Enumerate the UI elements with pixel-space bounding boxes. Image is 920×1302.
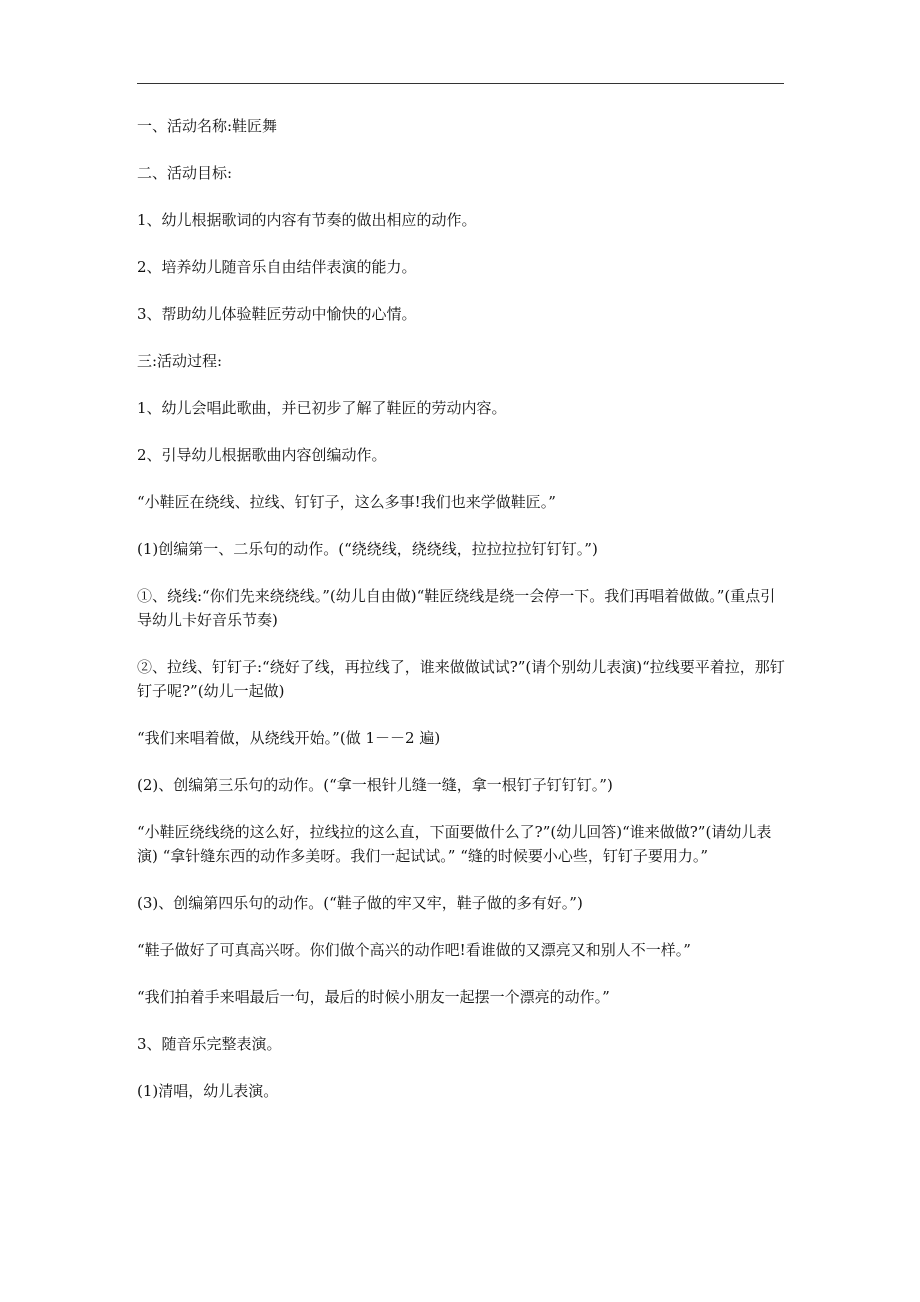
quote-paragraph: “小鞋匠绕线绕的这么好，拉线拉的这么直，下面要做什么了?”(幼儿回答)“谁来做做?”(请幼儿表演) “拿针缝东西的动作多美呀。我们一起试试。” “缝的时候要小心些，钉钉子要用力。” — [137, 823, 772, 865]
quote-paragraph: “小鞋匠在绕线、拉线、钉钉子，这么多事!我们也来学做鞋匠。” — [137, 493, 556, 511]
sub-step-1b: ②、拉线、钉钉子:“绕好了线，再拉线了，谁来做做试试?”(请个别幼儿表演)“拉线要平着拉，那钉钉子呢?”(幼儿一起做) — [137, 658, 785, 700]
section-heading-goals: 二、活动目标: — [137, 164, 233, 182]
activity-name: 一、活动名称:鞋匠舞 — [137, 117, 278, 135]
sub-step-1: (1)创编第一、二乐句的动作。(“绕绕线，绕绕线，拉拉拉拉钉钉钉。”) — [137, 540, 598, 558]
goal-item-1: 1、幼儿根据歌词的内容有节奏的做出相应的动作。 — [137, 211, 477, 229]
sub-step-1a: ①、绕线:“你们先来绕绕线。”(幼儿自由做)“鞋匠绕线是绕一会停一下。我们再唱着做做。”(重点引导幼儿卡好音乐节奏) — [137, 587, 776, 629]
quote-paragraph: “鞋子做好了可真高兴呀。你们做个高兴的动作吧!看谁做的又漂亮又和别人不一样。” — [137, 941, 691, 959]
sub-step-3: (3)、创编第四乐句的动作。(“鞋子做的牢又牢，鞋子做的多有好。”) — [137, 894, 583, 912]
process-step-1: 1、幼儿会唱此歌曲，并已初步了解了鞋匠的劳动内容。 — [137, 399, 507, 417]
document-body — [137, 114, 787, 1126]
header-rule — [137, 83, 784, 84]
process-step-2: 2、引导幼儿根据歌曲内容创编动作。 — [137, 446, 387, 464]
sub-step-2: (2)、创编第三乐句的动作。(“拿一根针儿缝一缝，拿一根钉子钉钉钉。”) — [137, 776, 613, 794]
quote-paragraph: “我们来唱着做，从绕线开始。”(做 1－－2 遍) — [137, 729, 441, 747]
sub-step-3-1: (1)清唱，幼儿表演。 — [137, 1082, 279, 1100]
section-heading-process: 三:活动过程: — [137, 352, 223, 370]
goal-item-2: 2、培养幼儿随音乐自由结伴表演的能力。 — [137, 258, 417, 276]
process-step-3: 3、随音乐完整表演。 — [137, 1035, 282, 1053]
goal-item-3: 3、帮助幼儿体验鞋匠劳动中愉快的心情。 — [137, 305, 417, 323]
quote-paragraph: “我们拍着手来唱最后一句，最后的时候小朋友一起摆一个漂亮的动作。” — [137, 988, 610, 1006]
